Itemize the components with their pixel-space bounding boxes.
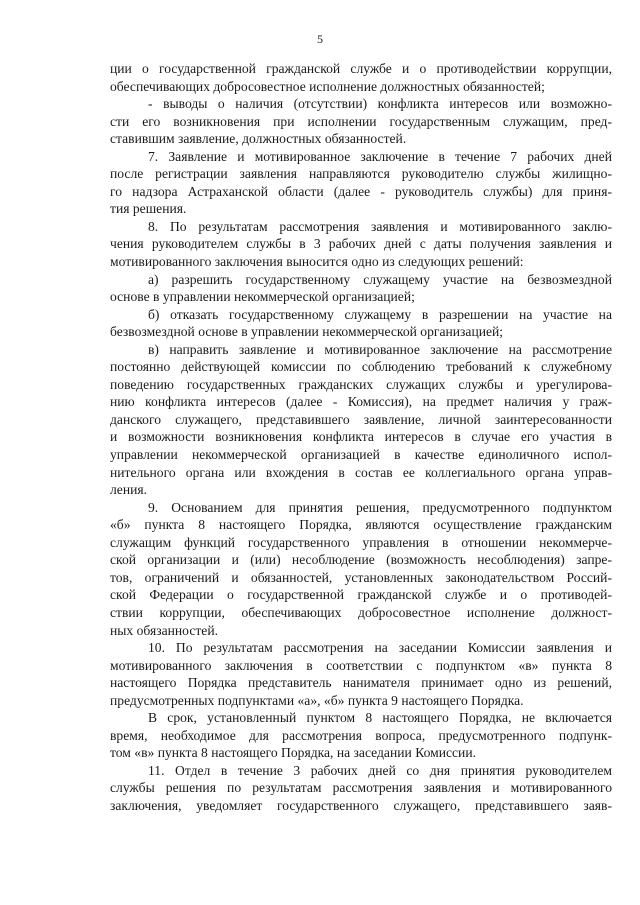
text-line: заключения, уведомляет государственного служащего, представившего заяв- [110,797,612,813]
text-line: - выводы о наличия (отсутствии) конфликта интересов или возможно- [148,96,612,112]
text-line: в) направить заявление и мотивированное заключение на рассмотрение [148,341,612,357]
text-line: ской Федерации о государственной гражданской службе и о противодей- [110,587,612,603]
text-line: обеспечивающих добросовестное исполнение должностных обязанностей; [110,78,545,94]
text-line: время, необходимое для рассмотрения вопроса, предусмотренного подпунк- [110,727,612,743]
text-line: том «в» пункта 8 настоящего Порядка, на заседании Комиссии. [110,745,477,761]
text-line: а) разрешить государственному служащему участие на безвозмездной [148,271,612,287]
page-number: 5 [317,32,323,46]
text-line: после регистрации заявления направляются руководителю службы жилищно- [110,166,612,182]
text-line: предусмотренных подпунктами «а», «б» пункта 9 настоящего Порядка. [110,692,524,708]
text-line: мотивированного заключения в соответствии с подпунктом «в» пункта 8 [110,657,612,673]
text-line: сти его возникновения при исполнении государственным служащим, пред- [110,113,612,129]
text-line: В срок, установленный пунктом 8 настоящего Порядка, не включается [148,710,612,726]
text-line: го надзора Астраханской области (далее - руководитель службы) для приня- [110,183,612,199]
text-line: нительного органа или вхождения в состав ее коллегиального органа управ- [110,464,612,480]
text-line: данского служащего, представившего заявление, личной заинтересованности [110,411,612,427]
text-line: управлении некоммерческой организацией в качестве единоличного испол- [110,447,612,463]
text-line: и возможности возникновения конфликта интересов в случае его участия в [110,429,612,445]
text-line: б) отказать государственному служащему в разрешении на участие на [148,306,612,322]
text-line: 10. По результатам рассмотрения на заседании Комиссии заявления и [148,640,612,656]
text-line: тия решения. [110,201,187,217]
text-line: поведению государственных гражданских служащих службы и урегулирова- [110,376,612,392]
text-line: постоянно действующей комиссии по соблюдению требований к служебному [110,359,612,375]
text-line: ления. [110,482,148,498]
text-line: службы решения по результатам рассмотрения заявления и мотивированного [110,780,612,796]
text-line: основе в управлении некоммерческой организацией; [110,289,415,305]
text-line: ных обязанностей. [110,622,218,638]
text-line: чения руководителем службы в 3 рабочих дней с даты получения заявления и [110,236,612,252]
document-body [110,60,612,815]
text-line: безвозмездной основе в управлении некоммерческой организацией; [110,324,504,340]
text-line: тов, ограничений и обязанностей, установленных законодательством Россий- [110,569,612,585]
text-line: мотивированного заключения выносится одно из следующих решений: [110,254,524,270]
text-line: ции о государственной гражданской службе и о противодействии коррупции, [110,61,612,76]
text-line: 8. По результатам рассмотрения заявления и мотивированного заклю- [148,218,612,234]
text-line: ствии коррупции, обеспечивающих добросовестное исполнение должност- [110,604,612,620]
text-line: 7. Заявление и мотивированное заключение в течение 7 рабочих дней [148,148,612,164]
text-line: служащим функций государственного управления в отношении некоммерче- [110,534,612,550]
text-line: настоящего Порядка представитель нанимателя принимает одно из решений, [110,675,612,691]
text-line: 11. Отдел в течение 3 рабочих дней со дня принятия руководителем [148,762,612,778]
text-line: 9. Основанием для принятия решения, предусмотренного подпунктом [148,499,612,515]
text-line: «б» пункта 8 настоящего Порядка, являются осуществление гражданским [110,517,612,533]
text-line: ской организации и (или) несоблюдение (возможность несоблюдения) запре- [110,552,612,568]
text-line: ставившим заявление, должностных обязанностей. [110,131,407,147]
text-line: нию конфликта интересов (далее - Комиссия), на предмет наличия у граж- [110,394,612,410]
